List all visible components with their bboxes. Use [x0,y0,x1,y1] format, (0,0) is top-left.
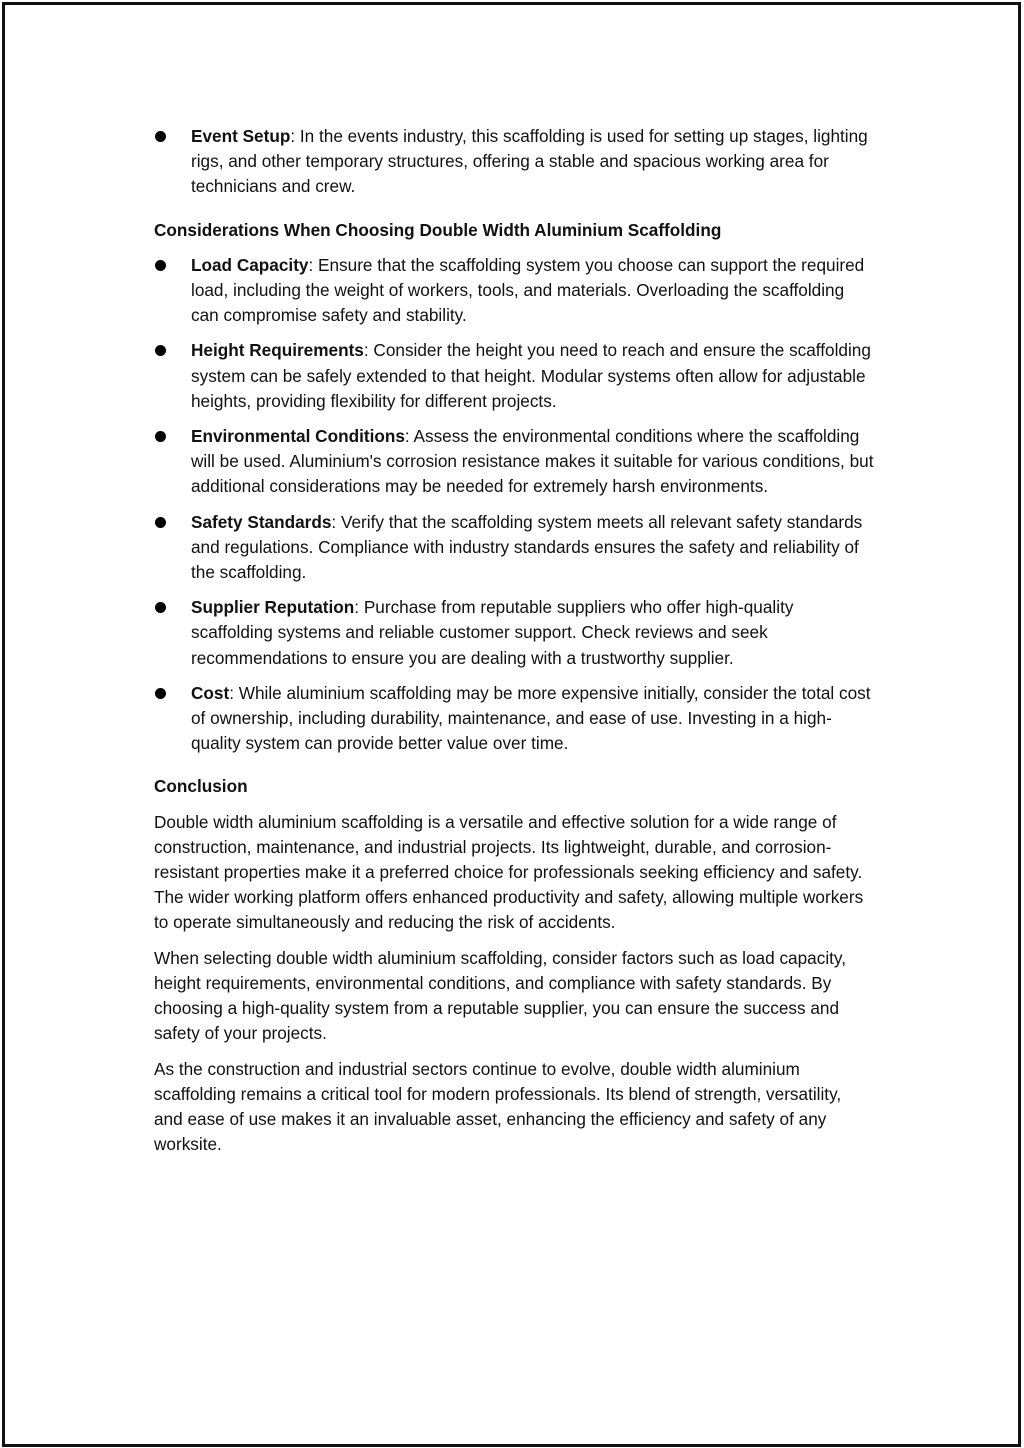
bullet-term: Supplier Reputation [191,597,355,618]
conclusion-paragraph: As the construction and industrial sectors continue to evolve, double width aluminium scaffolding remains a critical tool for modern professionals. Its blend of strength, versatility, and ease of use makes it an invaluable asset, enhancing the efficiency and safety of any worksite. [154,1058,842,1155]
bullet-icon [155,260,166,271]
bullet-icon [155,602,166,613]
list-item [154,124,874,200]
bullet-text: : Verify that the scaffolding system meets all relevant safety standards and regulations. Compliance with industry standards ensures the safety and reliability of the scaffolding. [191,511,863,583]
bullet-term: Height Requirements [191,340,364,361]
bullet-term: Cost [191,682,230,703]
bullet-term: Load Capacity [191,254,309,275]
conclusion-paragraph: Double width aluminium scaffolding is a versatile and effective solution for a wide range of construction, maintenance, and industrial projects. Its lightweight, durable, and corrosion-resistant properties make it a preferred choice for professionals seeking efficiency and safety. The wider working platform offers enhanced productivity and safety, allowing multiple workers to operate simultaneously and reducing the risk of accidents. [154,811,864,933]
list-item [154,253,874,329]
bullet-term: Safety Standards [191,511,332,532]
bullet-term: Environmental Conditions [191,426,405,447]
bullet-text: : In the events industry, this scaffolding is used for setting up stages, lighting rigs, and other temporary structures, offering a stable and spacious working area for technicians and crew. [191,126,868,197]
list-item [154,681,874,757]
considerations-heading: Considerations When Choosing Double Width Aluminium Scaffolding [154,219,722,240]
bullet-text: : Assess the environmental conditions where the scaffolding will be used. Aluminium's corrosion resistance makes it suitable for various conditions, but additional considerations may be needed for extremely harsh environments. [191,426,874,497]
list-item [154,338,874,414]
bullet-text: : Consider the height you need to reach and ensure the scaffolding system can be safely extended to that height. Modular systems often allow for adjustable heights, providing flexibility for different projects. [191,340,871,411]
bullet-icon [155,688,166,699]
list-item [154,595,874,671]
conclusion-heading: Conclusion [154,776,248,797]
bullet-icon [155,431,166,442]
bullet-term: Event Setup [191,126,291,146]
considerations-list [154,253,874,757]
intro-bullet-list [154,124,874,200]
list-item [154,510,874,586]
bullet-icon [155,345,166,356]
conclusion-paragraph: When selecting double width aluminium scaffolding, consider factors such as load capacity, height requirements, environmental conditions, and compliance with safety standards. By choosing a high-quality system from a reputable supplier, you can ensure the success and safety of your projects. [154,947,847,1044]
bullet-icon [155,517,166,528]
bullet-text: : Ensure that the scaffolding system you choose can support the required load, including the weight of workers, tools, and materials. Overloading the scaffolding can compromise safety and stability. [191,254,865,326]
bullet-text: : Purchase from reputable suppliers who offer high-quality scaffolding systems and reliable customer support. Check reviews and seek recommendations to ensure you are dealing with a trustworthy supplier. [191,597,794,668]
bullet-icon [155,131,166,142]
document-body [154,124,874,1167]
list-item [154,424,874,500]
bullet-text: : While aluminium scaffolding may be more expensive initially, consider the total cost of ownership, including durability, maintenance, and ease of use. Investing in a high-quality system can provide better value over time. [191,682,871,754]
